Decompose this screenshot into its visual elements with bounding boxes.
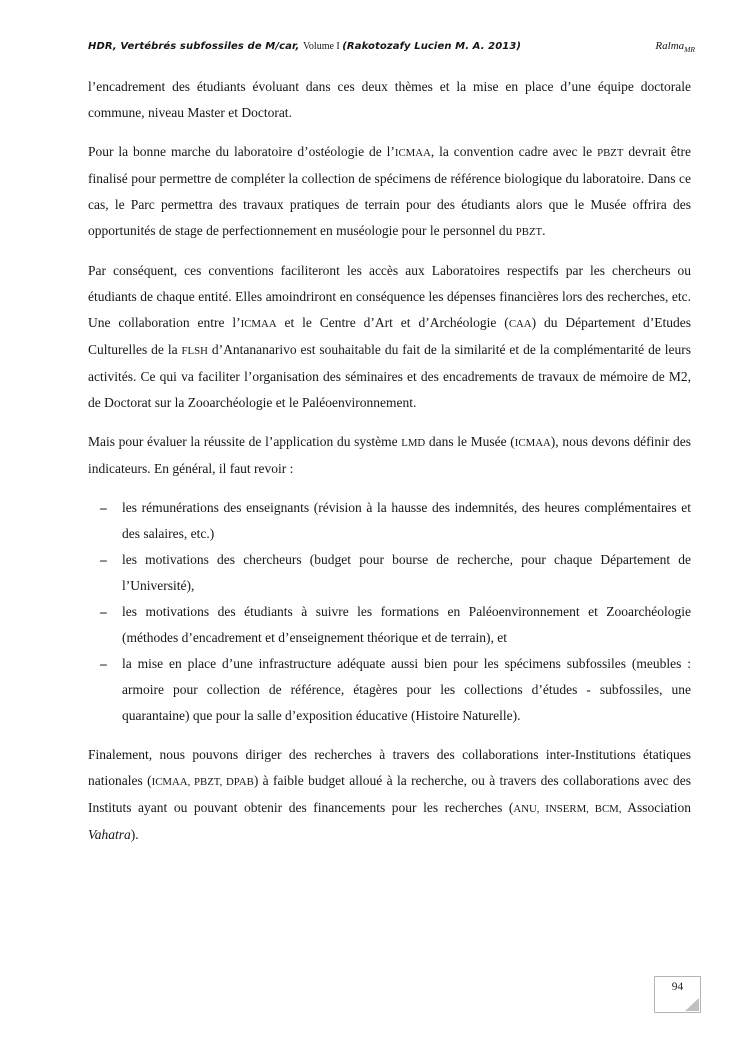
list-item-text: les rémunérations des enseignants (révision à la hausse des indemnités, des heures complémentaires et des salaires, etc.)	[122, 500, 691, 541]
indicator-bullet-list	[88, 495, 691, 729]
list-item-text: les motivations des chercheurs (budget pour bourse de recherche, pour chaque Département de l’Université),	[122, 552, 691, 593]
list-item-text: les motivations des étudiants à suivre les formations en Paléoenvironnement et Zooarchéologie (méthodes d’encadrement et d’enseignement théorique et de terrain), et	[122, 604, 691, 645]
header-citation: HDR, Vertébrés subfossiles de M/car, Volume I (Rakotozafy Lucien M. A. 2013)	[88, 41, 522, 52]
paragraph-2: Pour la bonne marche du laboratoire d’ostéologie de l’ICMAA, la convention cadre avec le PBZT devrait être finalisé pour permettre de compléter la collection de spécimens de référence biologique du laboratoire. Dans ce cas, le Parc permettra des travaux pratiques de terrain pour des étudiants alors que le Musée offrira des opportunités de stage de perfectionnement en muséologie pour le personnel du PBZT.	[88, 144, 691, 238]
list-item	[88, 495, 691, 547]
dash-bullet-icon: –	[100, 500, 107, 515]
running-header	[88, 40, 695, 54]
dash-bullet-icon: –	[100, 656, 107, 671]
list-item	[88, 547, 691, 599]
page-number-frame	[654, 976, 701, 1013]
page-number: 94	[671, 981, 684, 993]
paragraph-5: Finalement, nous pouvons diriger des recherches à travers des collaborations inter-Institutions étatiques nationales (ICMAA, PBZT, DPAB) à faible budget alloué à la recherche, ou à travers des collaborations avec des Instituts ayant ou pouvant obtenir des financements pour les recherches (ANU, INSERM, BCM, Association Vahatra).	[88, 747, 692, 842]
page-body	[88, 74, 691, 861]
header-author-name: Ralma	[655, 40, 685, 52]
paragraph-4: Mais pour évaluer la réussite de l’application du système LMD dans le Musée (ICMAA), nous devons définir des indicateurs. En général, il faut revoir :	[88, 434, 691, 476]
header-author-mark	[655, 40, 695, 54]
paragraph-1: l’encadrement des étudiants évoluant dans ces deux thèmes et la mise en place d’une équipe doctorale commune, niveau Master et Doctorat.	[88, 79, 691, 120]
page-fold-icon	[685, 998, 699, 1011]
dash-bullet-icon: –	[100, 552, 107, 567]
dash-bullet-icon: –	[100, 604, 107, 619]
list-item	[88, 651, 691, 729]
list-item	[88, 599, 691, 651]
paragraph-3: Par conséquent, ces conventions faciliteront les accès aux Laboratoires respectifs par les chercheurs ou étudiants de chaque entité. Elles amoindriront en conséquence les dépenses financières lors des recherches, etc. Une collaboration entre l’ICMAA et le Centre d’Art et d’Archéologie (CAA) du Département d’Etudes Culturelles de la FLSH d’Antananarivo est souhaitable du fait de la similarité et de la complémentarité de leurs activités. Ce qui va faciliter l’organisation des séminaires et des encadrements de travaux de mémoire de M2, de Doctorat sur la Zooarchéologie et le Paléoenvironnement.	[88, 263, 691, 410]
header-author-subscript: MR	[684, 45, 695, 55]
list-item-text: la mise en place d’une infrastructure adéquate aussi bien pour les spécimens subfossiles (meubles : armoire pour collection de référence, étagères pour les collections d’études - subfossiles, une quarantaine) que pour la salle d’exposition éducative (Histoire Naturelle).	[122, 656, 691, 723]
